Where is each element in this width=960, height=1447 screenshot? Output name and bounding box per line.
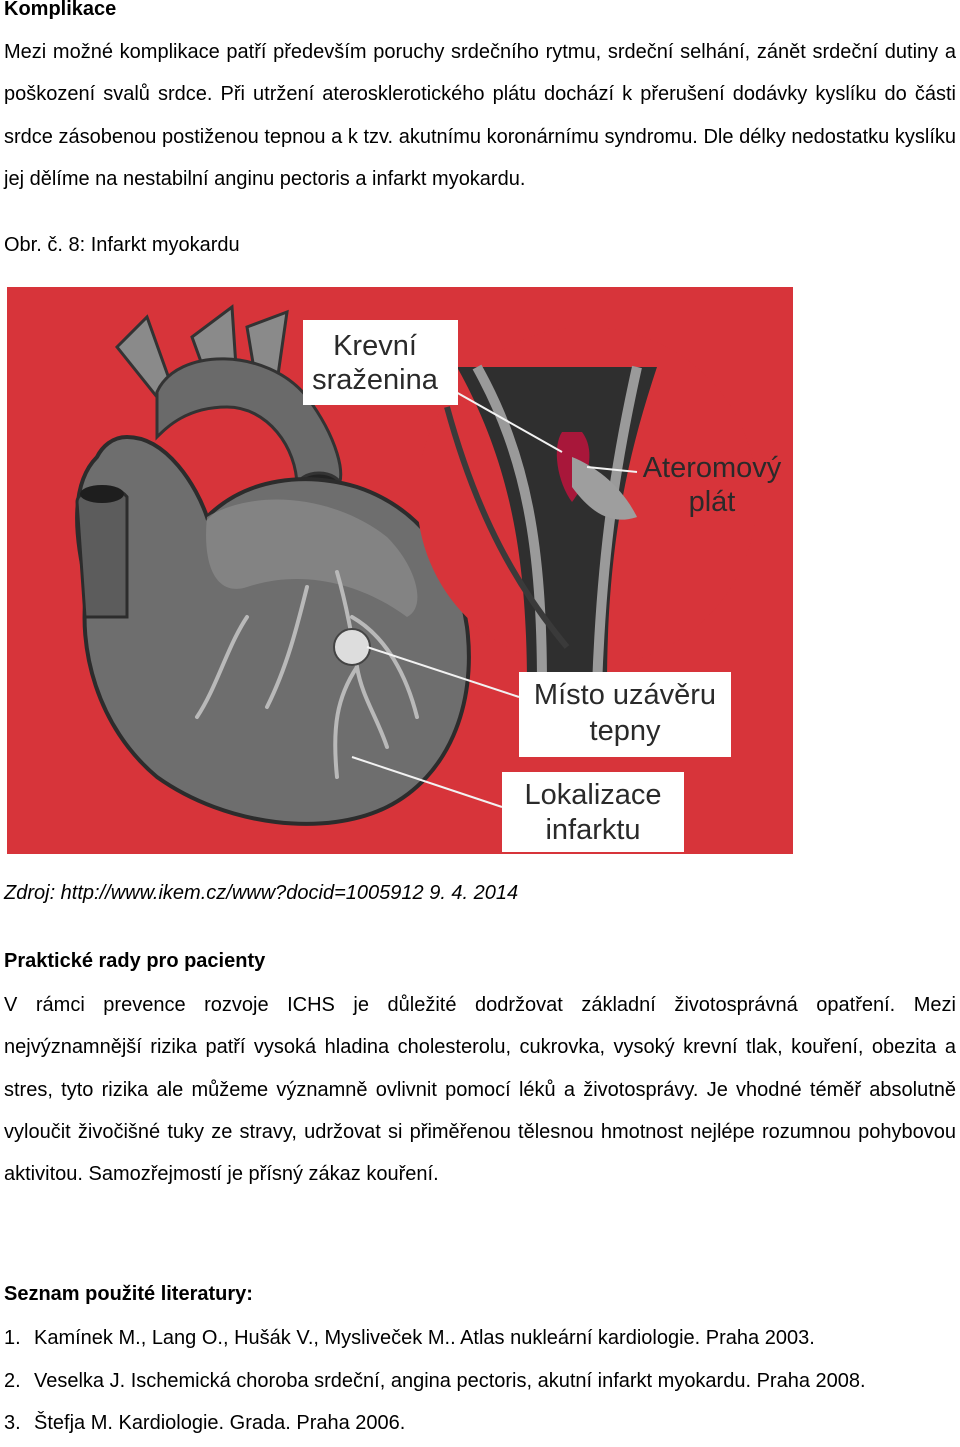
reference-number: 2. <box>4 1369 21 1392</box>
label-plaque <box>625 447 793 525</box>
reference-text: Štefja M. Kardiologie. Grada. Praha 2006. <box>34 1412 406 1434</box>
label-occlusion-line2: tepny <box>589 715 661 747</box>
label-clot <box>303 320 458 405</box>
reference-text: Kamínek M., Lang O., Hušák V., Mysliveček M.. Atlas nukleární kardiologie. Praha 2003. <box>34 1327 815 1349</box>
vena-cava <box>77 488 127 617</box>
label-clot-line1: Krevní <box>333 330 417 362</box>
references-list <box>4 1319 866 1447</box>
label-clot-line2: sraženina <box>312 364 438 396</box>
figure-caption: Obr. č. 8: Infarkt myokardu <box>4 234 240 256</box>
references-heading: Seznam použité literatury: <box>4 1283 253 1305</box>
label-infarct <box>502 772 684 852</box>
heart-attack-figure <box>7 287 793 854</box>
label-plaque-line1: Ateromový <box>642 452 782 484</box>
reference-item <box>4 1404 866 1447</box>
reference-number: 1. <box>4 1327 21 1349</box>
occlusion-marker <box>334 629 370 665</box>
reference-text: Veselka J. Ischemická choroba srdeční, angina pectoris, akutní infarkt myokardu. Praha 2008. <box>34 1369 866 1392</box>
reference-item <box>4 1362 866 1405</box>
advice-paragraph: V rámci prevence rozvoje ICHS je důležité dodržovat základní životosprávná opatření. Mezi nejvýznamnější rizika patří vysoká hladina cholesterolu, cukrovka, vysoký krevní tlak, kouření, obezita a stres, tyto rizika ale můžeme významně ovlivnit pomocí léků a životosprávy. Je vhodné téměř absolutně vyloučit živočišné tuky ze stravy, udržovat si přiměřenou tělesnou hmotnost nejlépe rozumnou pohybovou aktivitou. Samozřejmostí je přísný zákaz kouření. <box>4 994 956 1186</box>
label-occlusion-line1: Místo uzávěru <box>533 679 717 711</box>
complications-heading: Komplikace <box>4 0 117 20</box>
figure-source: Zdroj: http://www.ikem.cz/www?docid=1005912 9. 4. 2014 <box>4 882 519 904</box>
reference-item <box>4 1319 866 1362</box>
label-occlusion <box>519 672 731 757</box>
heart-illustration <box>7 287 793 854</box>
label-infarct-line2: infarktu <box>545 814 641 846</box>
advice-heading: Praktické rady pro pacienty <box>4 950 266 972</box>
label-infarct-line1: Lokalizace <box>524 779 662 811</box>
reference-number: 3. <box>4 1412 21 1434</box>
complications-paragraph: Mezi možné komplikace patří především poruchy srdečního rytmu, srdeční selhání, zánět srdeční dutiny a poškození svalů srdce. Při utržení aterosklerotického plátu dochází k přerušení dodávky kyslíku do části srdce zásobenou postiženou tepnou a k tzv. akutnímu koronárnímu syndromu. Dle délky nedostatku kyslíku jej dělíme na nestabilní anginu pectoris a infarkt myokardu. <box>4 41 956 190</box>
label-plaque-line2: plát <box>688 486 736 518</box>
